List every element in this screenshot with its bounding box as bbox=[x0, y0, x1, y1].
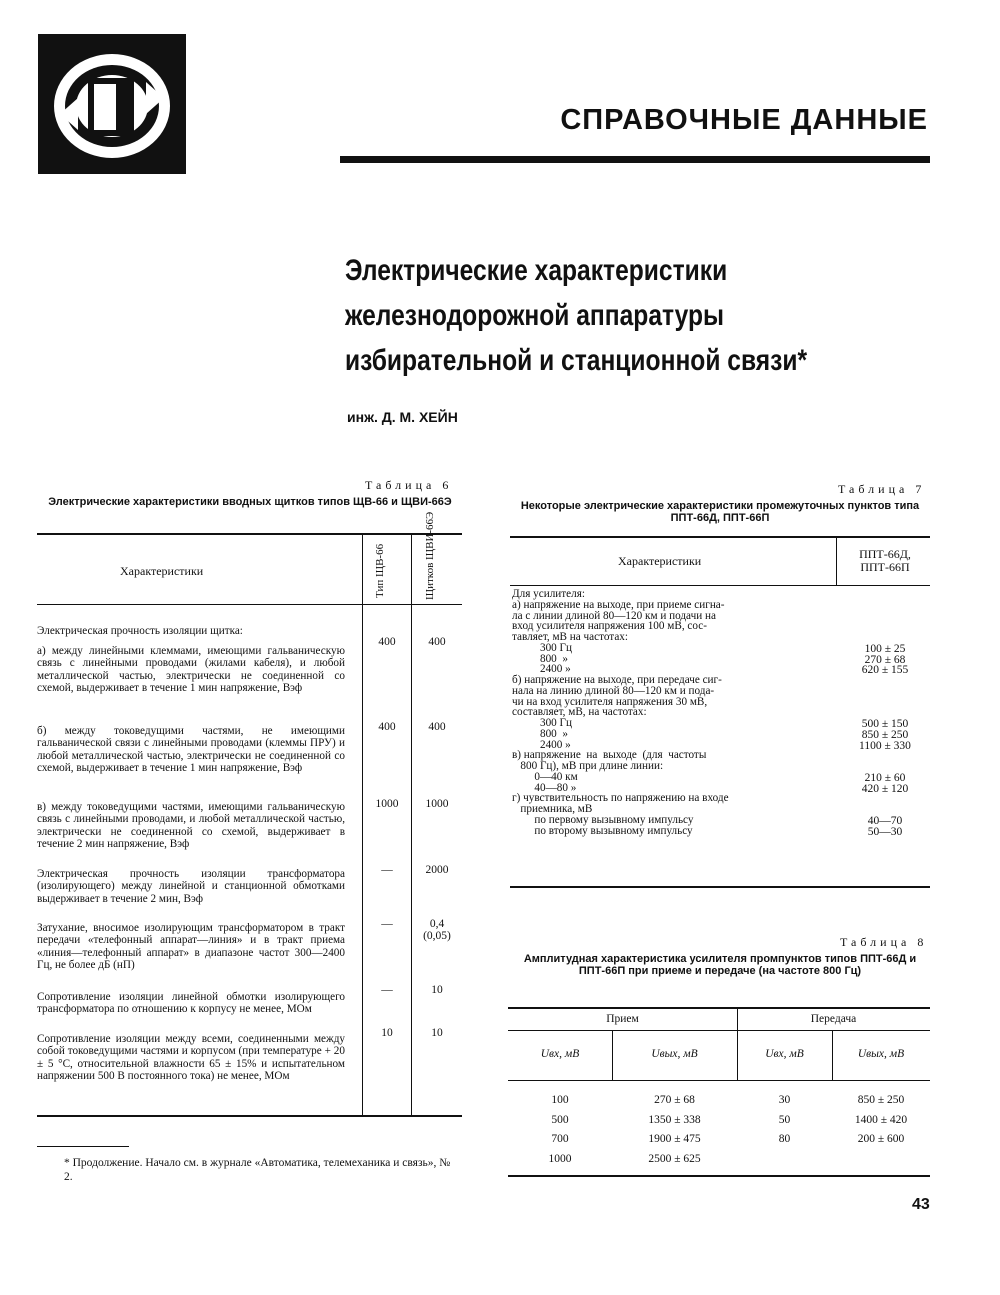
table6-bottom-rule bbox=[37, 1115, 462, 1117]
table7-line: г) чувствительность по напряжению на входе bbox=[512, 792, 729, 805]
table6-row-6-v2: 10 bbox=[431, 984, 443, 996]
table6-row-4-v2: 2000 bbox=[425, 864, 449, 876]
table7-line: в) напряжение на выходе (для частоты bbox=[512, 749, 707, 762]
table6-row-2-v2: 400 bbox=[428, 721, 446, 733]
author: инж. Д. М. ХЕЙН bbox=[347, 409, 458, 425]
table6-row-6-v1: — bbox=[381, 984, 393, 996]
table6-row-3-v2: 1000 bbox=[425, 798, 449, 810]
table7-value: 420 ± 120 bbox=[861, 782, 909, 795]
table7-bottom-rule bbox=[510, 886, 930, 888]
journal-logo-icon bbox=[38, 34, 186, 174]
table7-line: ла с линии длиной 80—120 км и подачи на bbox=[512, 609, 716, 622]
table6-row-3: в) между токоведущими частями, имеющими гальваническую связь с линейными проводами, и любой металлической частью, электрически не соединенной со схемой, выдерживает в течение 2 мин напряжение, Вэф bbox=[37, 801, 345, 851]
table6-header-rule bbox=[37, 604, 462, 605]
header-rule bbox=[340, 156, 930, 163]
table7-line: 2400 » bbox=[512, 738, 571, 751]
table8-group-tx: Передача bbox=[810, 1013, 857, 1025]
table8-header-rule bbox=[508, 1080, 930, 1081]
table8-cell: 850 ± 250 bbox=[857, 1094, 905, 1106]
table6-row-1-v1: 400 bbox=[378, 636, 396, 648]
table8-cell: 80 bbox=[778, 1133, 791, 1145]
table7-top-rule bbox=[510, 536, 930, 538]
table6-row-3-v1: 1000 bbox=[375, 798, 399, 810]
table6-row-7-v1: 10 bbox=[381, 1027, 393, 1039]
table7-line: а) напряжение на выходе, при приеме сигна- bbox=[512, 598, 725, 611]
table7-line: составляет, мВ, на частотах: bbox=[512, 706, 647, 719]
table8-header-1: Uвх, мВ bbox=[540, 1048, 580, 1060]
table7-line: нала на линию длиной 80—120 км и пода- bbox=[512, 684, 715, 697]
table7-line: 800 » bbox=[512, 727, 568, 740]
table8-header-2: Uвых, мВ bbox=[651, 1048, 698, 1060]
table8-top-rule bbox=[508, 1007, 930, 1009]
table7-line: по первому вызывному импульсу bbox=[512, 813, 694, 826]
table7-value: 270 ± 68 bbox=[864, 653, 906, 666]
table6-row-5-v1: — bbox=[381, 918, 393, 930]
table6-col-characteristics: Характеристики bbox=[120, 564, 204, 578]
table7-line: 800 Гц), мВ при длине линии: bbox=[512, 760, 664, 772]
table8-cell: 1400 ± 420 bbox=[854, 1113, 908, 1126]
table8-group-rx: Прием bbox=[606, 1013, 639, 1025]
table7-value: 620 ± 155 bbox=[861, 664, 909, 677]
table7-line: 300 Гц bbox=[512, 641, 573, 654]
page-number: 43 bbox=[912, 1196, 930, 1213]
table7-line: чи на вход усилителя напряжения 30 мВ, bbox=[512, 695, 708, 708]
table6-row-5-v2: 0,4 bbox=[429, 918, 445, 930]
footnote: * Продолжение. Начало см. в журнале «Автоматика, телемеханика и связь», № 2. bbox=[64, 1157, 451, 1183]
table7-line: Для усилителя: bbox=[512, 588, 585, 600]
table6-col2-header: Щитков ЩВИ-66Э bbox=[424, 511, 436, 600]
table6-row-6: Сопротивление изоляции линейной обмотки изолирующего трансформатора по отношению к корпусу не менее, МОм bbox=[37, 991, 345, 1016]
table7-value: 100 ± 25 bbox=[864, 642, 906, 655]
table6-top-rule bbox=[37, 533, 462, 535]
table7-line: 0—40 км bbox=[512, 770, 578, 783]
table7-caption: Некоторые электрические характеристики промежуточных пунктов типа ППТ-66Д, ППТ-66П bbox=[520, 500, 920, 524]
table7-line: тавляет, мВ на частотах: bbox=[512, 631, 628, 643]
table6-row-5: Затухание, вносимое изолирующим трансформатором в тракт передачи «телефонный аппарат—линия» и в тракт приема «линия—телефонный аппарат» в диапазоне частот 300—2400 Гц, не более дБ (нП) bbox=[37, 922, 345, 972]
table6-row-7: Сопротивление изоляции между всеми, соединенными между собой токоведущими частями и корпусом (при температуре + 20 ± 5 °С, относительной влажности 65 ± 15% и испытательном напряжении 500 В постоянного тока) не менее, МОм bbox=[37, 1033, 345, 1083]
table7-line: 800 » bbox=[512, 652, 568, 665]
section-title: СПРАВОЧНЫЕ ДАННЫЕ bbox=[560, 104, 928, 136]
table6-row-4-v1: — bbox=[381, 864, 393, 876]
article-title bbox=[345, 248, 808, 383]
table7-col-value: ППТ-66Д, ППТ-66П bbox=[859, 547, 911, 574]
table7-line: по второму вызывному импульсу bbox=[512, 824, 693, 837]
table8-cell: 1900 ± 475 bbox=[648, 1133, 701, 1145]
title-line-1: Электрические характеристики bbox=[345, 254, 728, 287]
table8-cell: 700 bbox=[551, 1133, 569, 1145]
table8-cell: 1350 ± 338 bbox=[648, 1113, 701, 1126]
table8-header-4: Uвых, мВ bbox=[857, 1048, 905, 1060]
table6-row-2-v1: 400 bbox=[378, 721, 396, 733]
table8-cell: 500 bbox=[551, 1113, 569, 1126]
table8-header-3: Uвх, мВ bbox=[765, 1048, 804, 1060]
table8-cell: 1000 bbox=[548, 1152, 572, 1165]
table8-caption: Амплитудная характеристика усилителя промпунктов типов ППТ-66Д и ППТ-66П при приеме и передаче (на частоте 800 Гц) bbox=[523, 953, 917, 977]
table7-value: 500 ± 150 bbox=[861, 718, 909, 730]
table7-line: 40—80 » bbox=[512, 781, 577, 794]
table6-row-7-v2: 10 bbox=[431, 1027, 443, 1039]
table7-line: б) напряжение на выходе, при передаче сиг- bbox=[512, 674, 722, 686]
table7-line: 300 Гц bbox=[512, 717, 573, 729]
table6-row-1: а) между линейными клеммами, имеющими гальваническую связь с линейными проводами (жилами кабеля), и любой металлической частью, электрически не соединенной со схемой, выдерживает в течение 1 мин напряжение, Вэф bbox=[37, 645, 345, 695]
table6-row-4: Электрическая прочность изоляции трансформатора (изолирующего) между линейной и станционной обмотками выдерживает в течение 2 мин, Вэф bbox=[37, 868, 345, 905]
table7-label: Таблица 7 bbox=[838, 482, 926, 496]
table6-intro: Электрическая прочность изоляции щитка: bbox=[37, 625, 243, 637]
table8-cell: 100 bbox=[551, 1094, 569, 1106]
table8-cell: 270 ± 68 bbox=[654, 1094, 695, 1106]
table6-caption: Электрические характеристики вводных щитков типов ЩВ-66 и ЩВИ-66Э bbox=[48, 496, 452, 508]
table7-line: 2400 » bbox=[512, 663, 571, 676]
table7-value: 40—70 bbox=[867, 814, 903, 827]
table7-value: 1100 ± 330 bbox=[859, 739, 911, 752]
table7-value: 50—30 bbox=[867, 825, 903, 838]
table8-cell: 30 bbox=[778, 1094, 791, 1106]
table8-group-rule bbox=[508, 1030, 930, 1031]
table7-line: приемника, мВ bbox=[512, 803, 593, 815]
table7-vline bbox=[836, 538, 837, 585]
table8-bottom-rule bbox=[508, 1175, 930, 1177]
table6-col1-header: Тип ЩВ-66 bbox=[374, 543, 386, 598]
table6-row-2: б) между токоведущими частями, не имеющими гальванической связи с линейными проводами (клеммы ПРУ) и любой металлической частью, электрически не соединенной со схемой, выдерживает в течение 1 мин напряжение, Вэф bbox=[37, 725, 345, 775]
table7-value: 210 ± 60 bbox=[864, 771, 906, 784]
table7-line: вход усилителя напряжения 100 мВ, сос- bbox=[512, 620, 707, 633]
table7-value: 850 ± 250 bbox=[861, 728, 909, 741]
table7-header-rule bbox=[510, 585, 930, 586]
table8-cell: 2500 ± 625 bbox=[648, 1152, 701, 1165]
footnote-rule bbox=[37, 1146, 129, 1147]
table7-col-characteristics: Характеристики bbox=[618, 554, 702, 568]
title-line-2: железнодорожной аппаратуры bbox=[345, 299, 725, 332]
title-line-3: избирательной и станционной связи* bbox=[345, 344, 808, 377]
table8-label: Таблица 8 bbox=[840, 935, 928, 949]
table6-row-1-v2: 400 bbox=[428, 636, 446, 648]
table6-row-5-v2b: (0,05) bbox=[423, 930, 451, 942]
table8-cell: 200 ± 600 bbox=[857, 1133, 905, 1145]
table6-label: Таблица 6 bbox=[365, 478, 453, 492]
table8-cell: 50 bbox=[778, 1113, 791, 1126]
